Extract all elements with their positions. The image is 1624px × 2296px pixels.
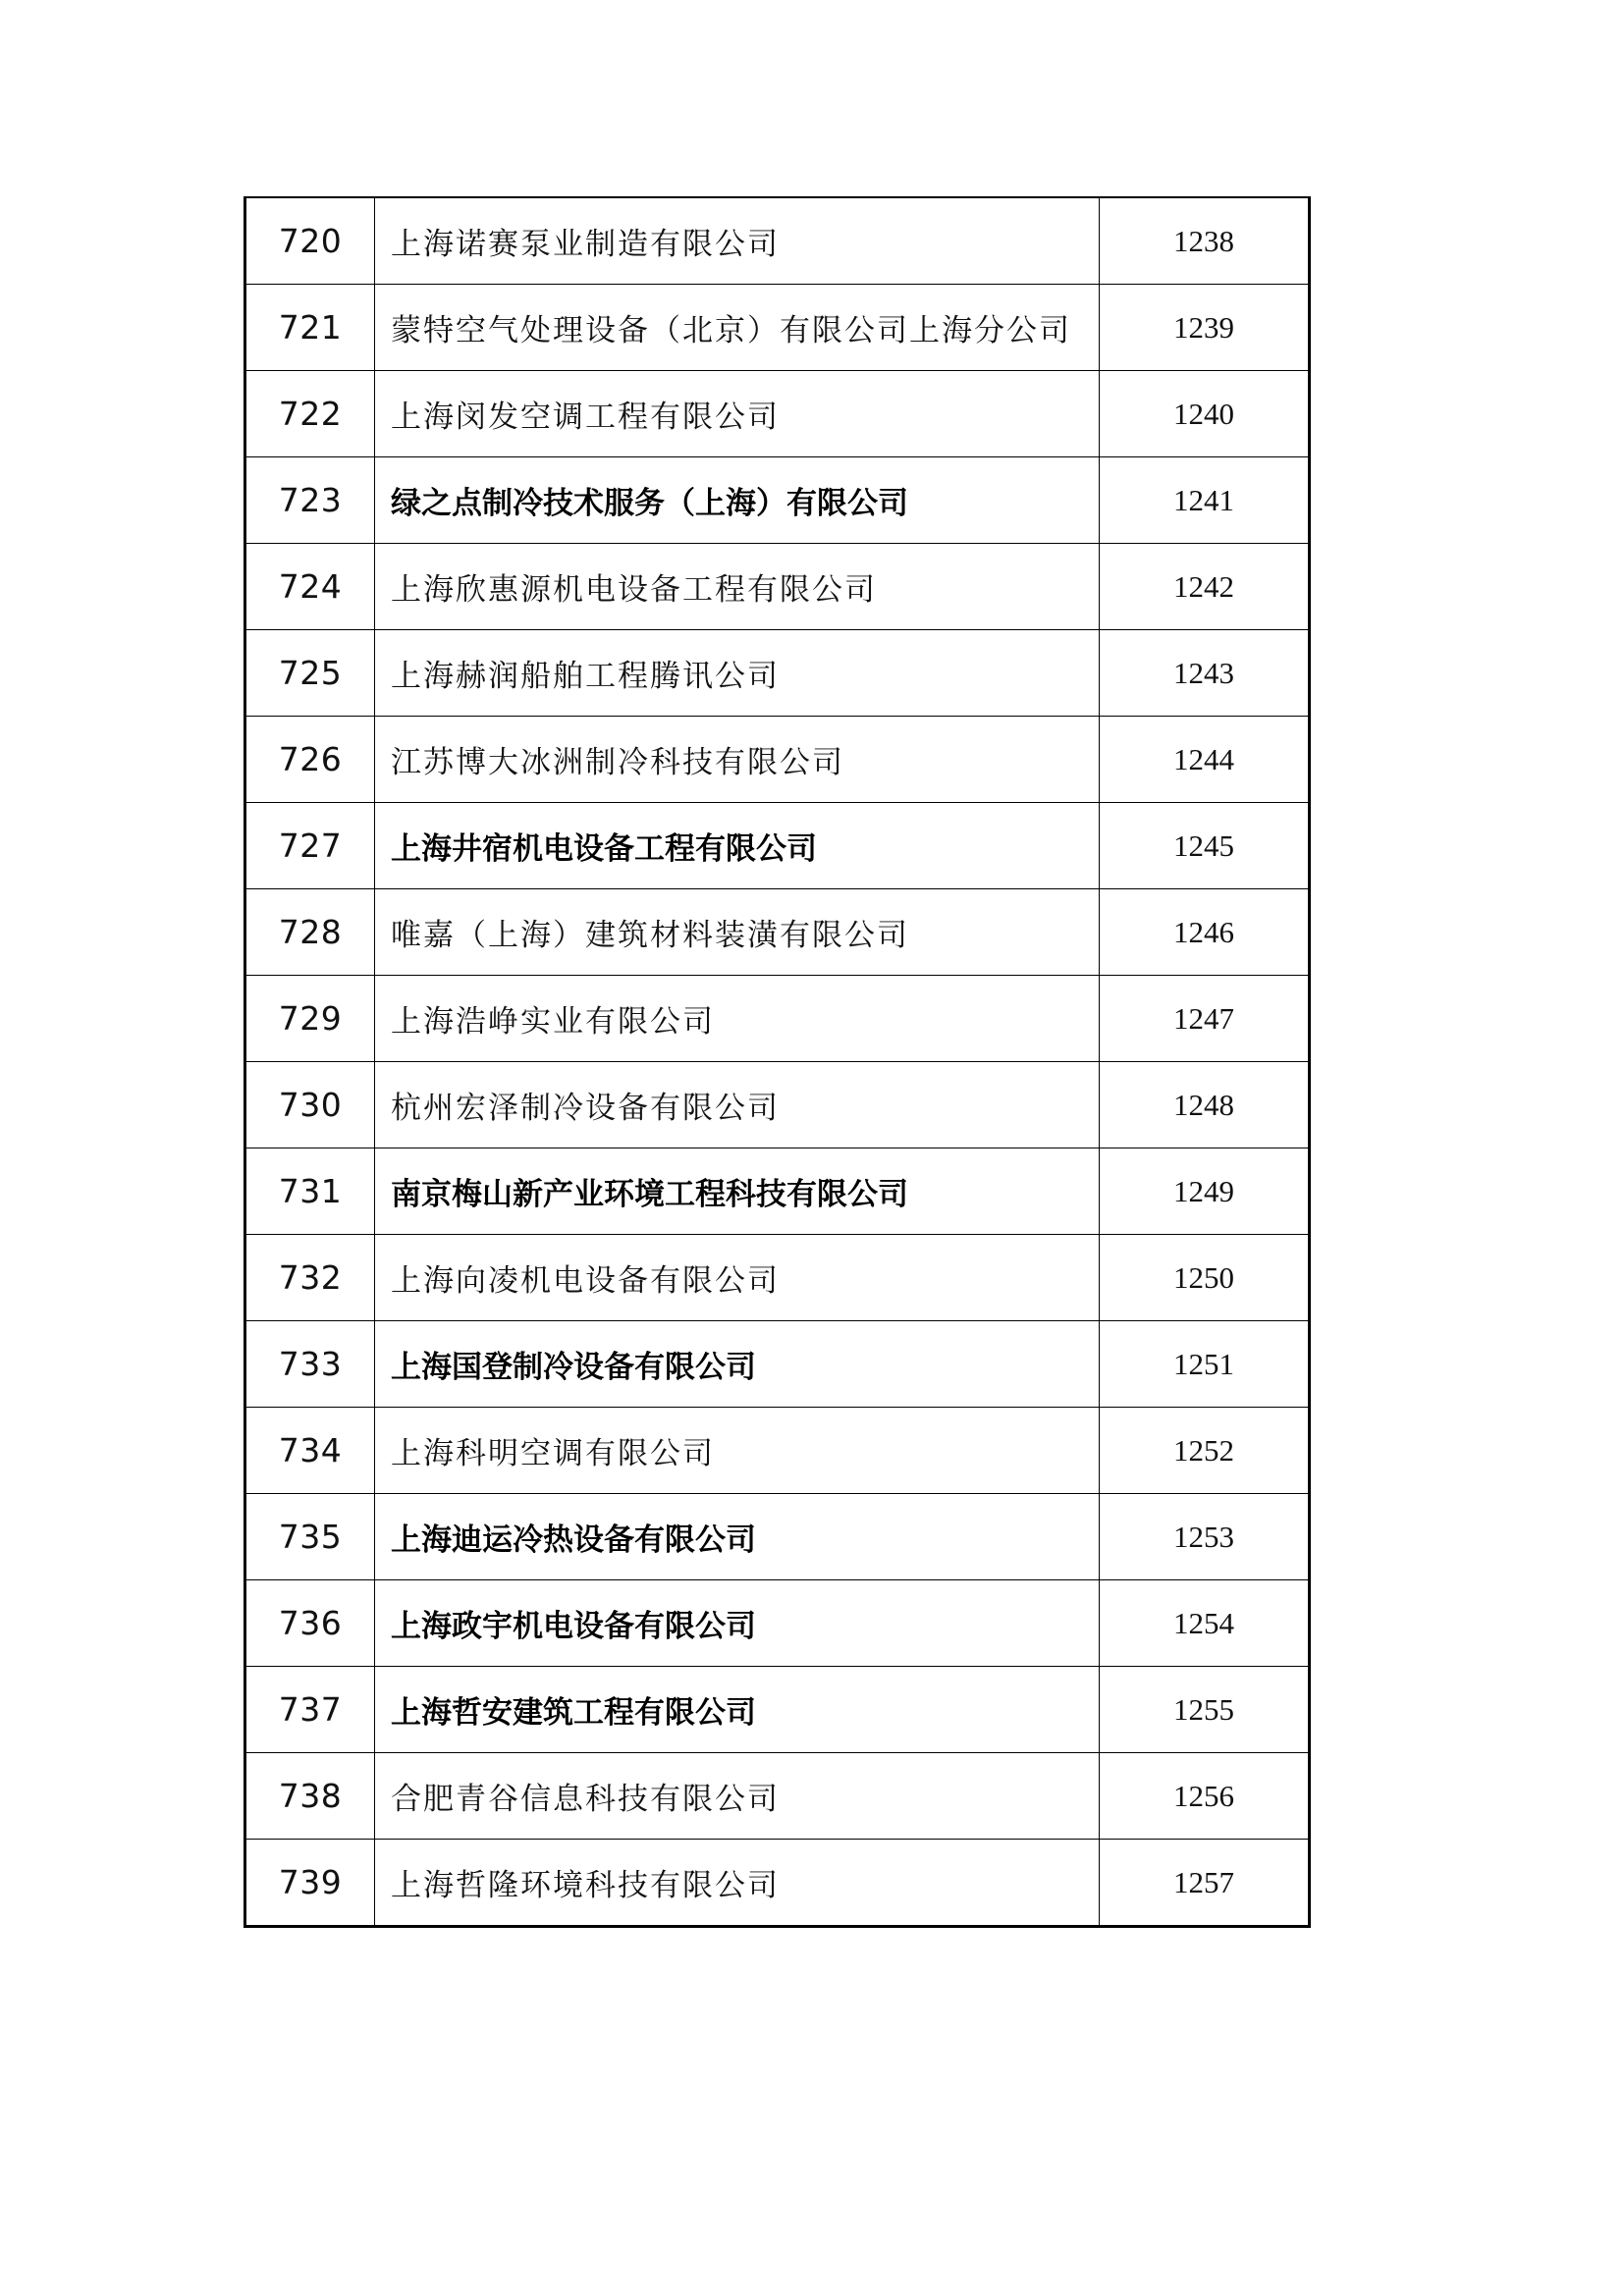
registration-code: 1251 [1100, 1321, 1310, 1408]
registration-code: 1242 [1100, 544, 1310, 630]
row-number: 734 [245, 1408, 375, 1494]
row-number: 725 [245, 630, 375, 717]
registration-code: 1254 [1100, 1580, 1310, 1667]
company-table-body [245, 197, 1310, 1927]
company-name: 上海诺赛泵业制造有限公司 [375, 197, 1100, 285]
company-name: 上海哲安建筑工程有限公司 [375, 1667, 1100, 1753]
row-number: 729 [245, 976, 375, 1062]
table-row [245, 803, 1310, 889]
registration-code: 1249 [1100, 1148, 1310, 1235]
row-number: 736 [245, 1580, 375, 1667]
company-name: 上海向凌机电设备有限公司 [375, 1235, 1100, 1321]
row-number: 733 [245, 1321, 375, 1408]
row-number: 723 [245, 457, 375, 544]
company-name: 上海政宇机电设备有限公司 [375, 1580, 1100, 1667]
row-number: 739 [245, 1840, 375, 1927]
row-number: 726 [245, 717, 375, 803]
registration-code: 1250 [1100, 1235, 1310, 1321]
company-name: 上海迪运冷热设备有限公司 [375, 1494, 1100, 1580]
company-name: 上海哲隆环境科技有限公司 [375, 1840, 1100, 1927]
registration-code: 1257 [1100, 1840, 1310, 1927]
company-name: 南京梅山新产业环境工程科技有限公司 [375, 1148, 1100, 1235]
row-number: 722 [245, 371, 375, 457]
registration-code: 1239 [1100, 285, 1310, 371]
company-table-container [244, 196, 1308, 1928]
row-number: 731 [245, 1148, 375, 1235]
row-number: 737 [245, 1667, 375, 1753]
row-number: 727 [245, 803, 375, 889]
registration-code: 1245 [1100, 803, 1310, 889]
registration-code: 1243 [1100, 630, 1310, 717]
registration-code: 1248 [1100, 1062, 1310, 1148]
registration-code: 1256 [1100, 1753, 1310, 1840]
row-number: 720 [245, 197, 375, 285]
registration-code: 1247 [1100, 976, 1310, 1062]
table-row [245, 1148, 1310, 1235]
table-row [245, 889, 1310, 976]
row-number: 730 [245, 1062, 375, 1148]
registration-code: 1246 [1100, 889, 1310, 976]
row-number: 738 [245, 1753, 375, 1840]
row-number: 721 [245, 285, 375, 371]
table-row [245, 197, 1310, 285]
table-row [245, 1235, 1310, 1321]
table-row [245, 1753, 1310, 1840]
table-row [245, 1494, 1310, 1580]
company-name: 上海浩峥实业有限公司 [375, 976, 1100, 1062]
company-name: 上海欣惠源机电设备工程有限公司 [375, 544, 1100, 630]
table-row [245, 285, 1310, 371]
table-row [245, 1840, 1310, 1927]
table-row [245, 1580, 1310, 1667]
table-row [245, 457, 1310, 544]
row-number: 728 [245, 889, 375, 976]
table-row [245, 976, 1310, 1062]
company-name: 绿之点制冷技术服务（上海）有限公司 [375, 457, 1100, 544]
registration-code: 1255 [1100, 1667, 1310, 1753]
registration-code: 1241 [1100, 457, 1310, 544]
table-row [245, 717, 1310, 803]
company-name: 杭州宏泽制冷设备有限公司 [375, 1062, 1100, 1148]
registration-code: 1252 [1100, 1408, 1310, 1494]
company-name: 合肥青谷信息科技有限公司 [375, 1753, 1100, 1840]
company-name: 唯嘉（上海）建筑材料装潢有限公司 [375, 889, 1100, 976]
row-number: 724 [245, 544, 375, 630]
company-table [244, 196, 1311, 1928]
table-row [245, 544, 1310, 630]
registration-code: 1240 [1100, 371, 1310, 457]
table-row [245, 1667, 1310, 1753]
company-name: 上海井宿机电设备工程有限公司 [375, 803, 1100, 889]
table-row [245, 1062, 1310, 1148]
company-name: 上海国登制冷设备有限公司 [375, 1321, 1100, 1408]
table-row [245, 371, 1310, 457]
company-name: 上海赫润船舶工程腾讯公司 [375, 630, 1100, 717]
row-number: 732 [245, 1235, 375, 1321]
company-name: 上海闵发空调工程有限公司 [375, 371, 1100, 457]
table-row [245, 630, 1310, 717]
registration-code: 1244 [1100, 717, 1310, 803]
table-row [245, 1321, 1310, 1408]
company-name: 蒙特空气处理设备（北京）有限公司上海分公司 [375, 285, 1100, 371]
company-name: 上海科明空调有限公司 [375, 1408, 1100, 1494]
registration-code: 1253 [1100, 1494, 1310, 1580]
registration-code: 1238 [1100, 197, 1310, 285]
row-number: 735 [245, 1494, 375, 1580]
table-row [245, 1408, 1310, 1494]
company-name: 江苏博大冰洲制冷科技有限公司 [375, 717, 1100, 803]
